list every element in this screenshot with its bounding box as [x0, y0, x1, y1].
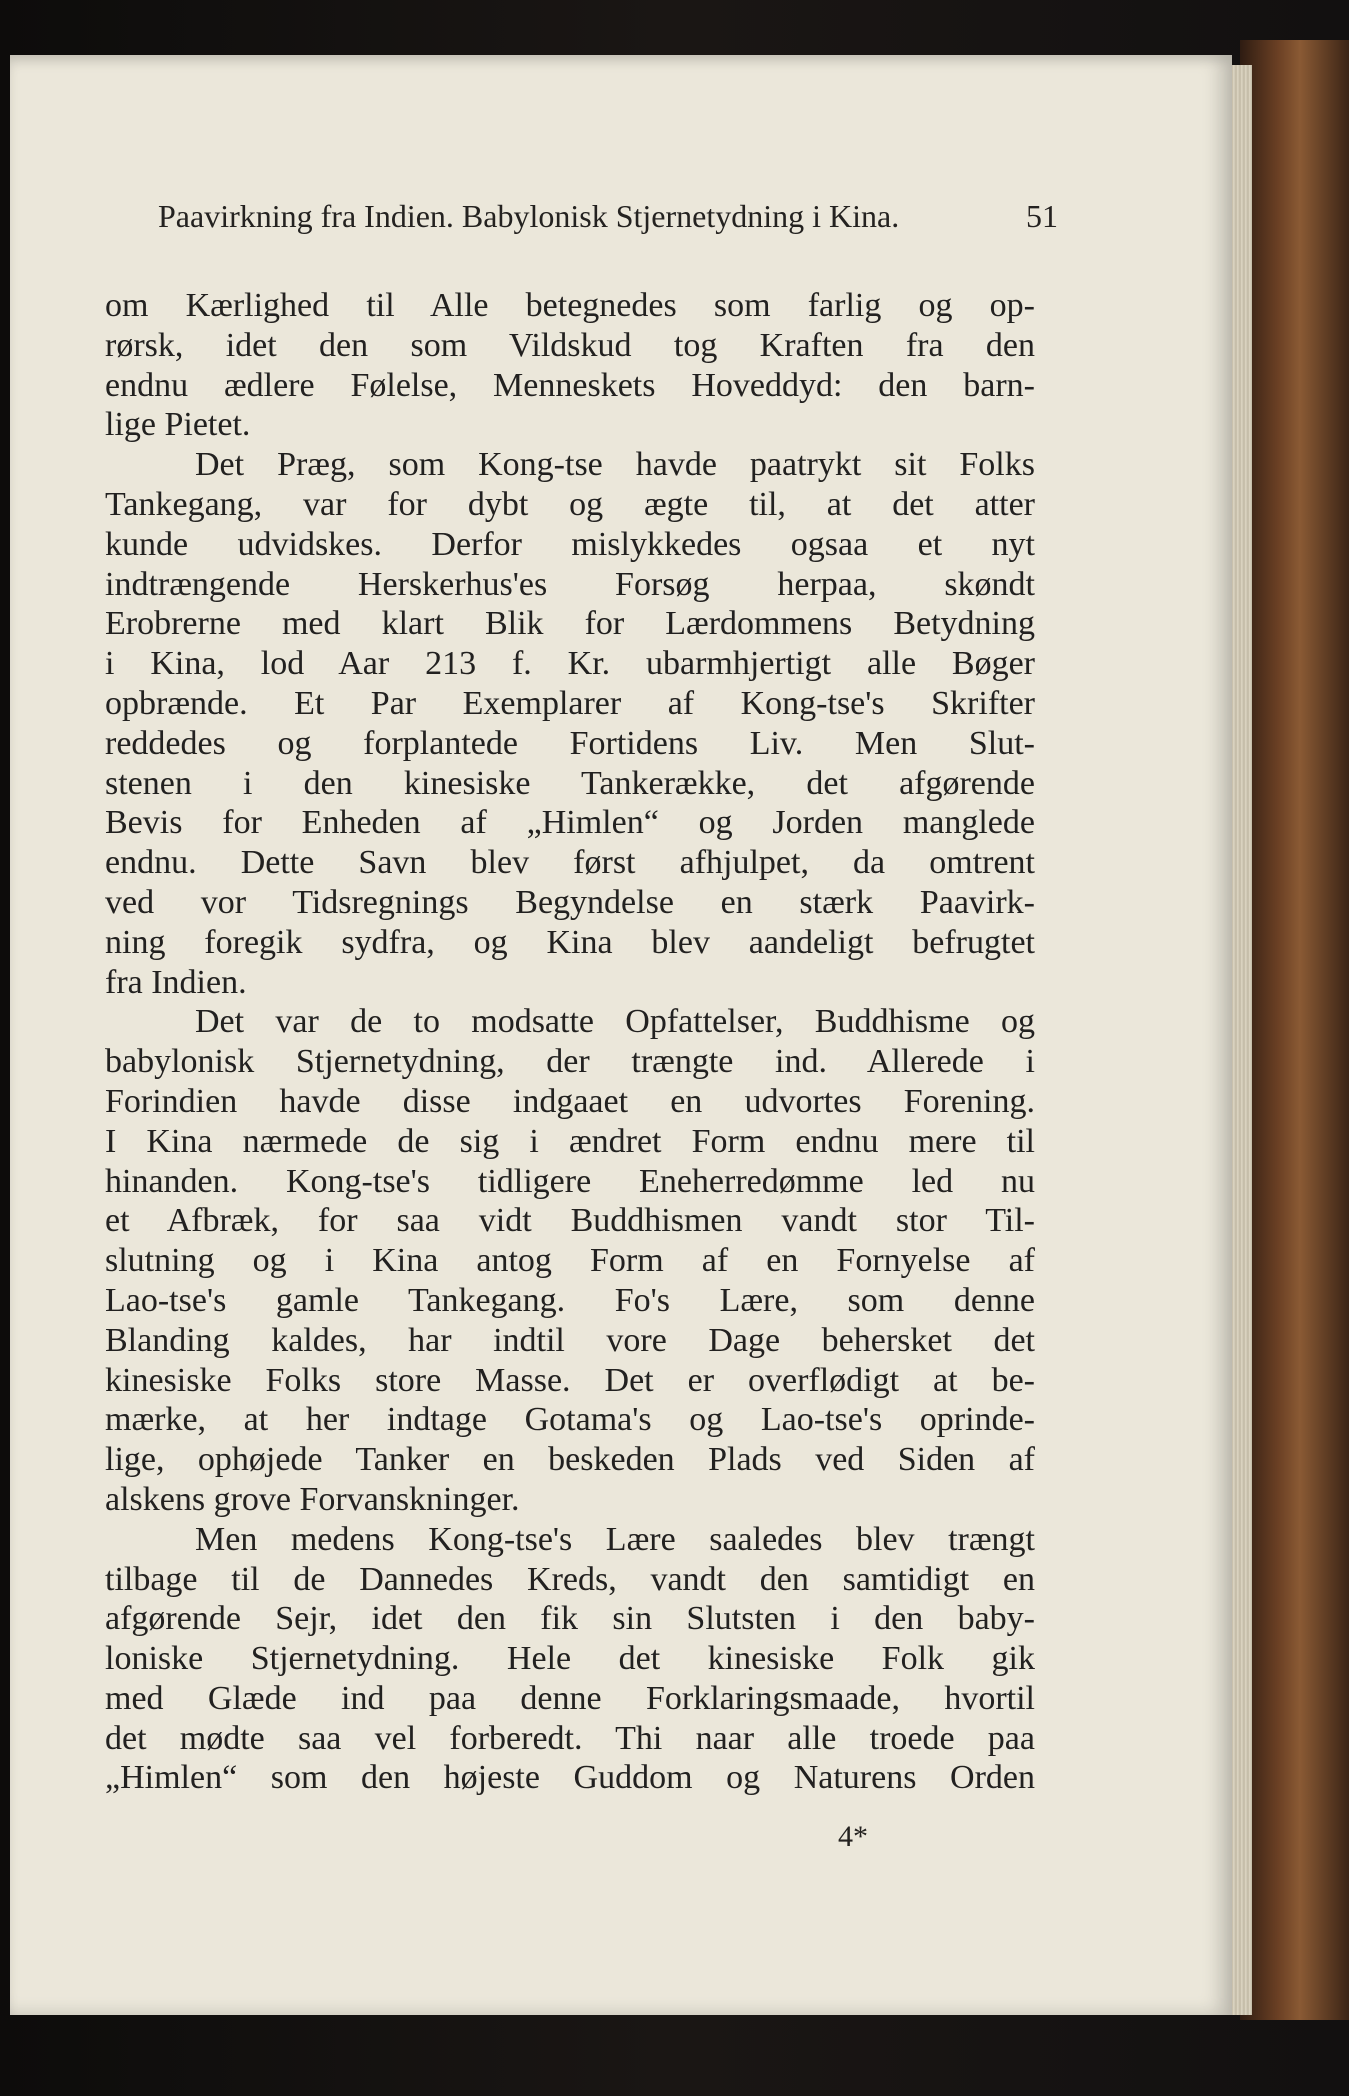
text-line: Det var de to modsatte Opfattelser, Buddhisme og — [195, 1003, 1035, 1041]
text-line: om Kærlighed til Alle betegnedes som farlig og op- — [105, 287, 1035, 324]
signature-mark: 4* — [838, 1820, 868, 1853]
text-line: Forindien havde disse indgaaet en udvortes Forening. — [105, 1082, 1035, 1120]
text-line: loniske Stjernetydning. Hele det kinesiske Folk gik — [105, 1640, 1035, 1678]
text-line: Erobrerne med klart Blik for Lærdommens Betydning — [105, 605, 1035, 643]
text-line: lige, ophøjede Tanker en beskeden Plads ved Siden af — [105, 1441, 1035, 1479]
text-line: rørsk, idet den som Vildskud tog Kraften fra den — [105, 326, 1035, 364]
text-line: i Kina, lod Aar 213 f. Kr. ubarmhjertigt alle Bøger — [105, 645, 1035, 683]
body-text — [105, 286, 1035, 1798]
text-line: afgørende Sejr, idet den fik sin Slutsten i den baby- — [105, 1600, 1035, 1638]
text-line: slutning og i Kina antog Form af en Fornyelse af — [105, 1242, 1035, 1280]
text-line: ning foregik sydfra, og Kina blev aandeligt befrugtet — [105, 923, 1035, 961]
text-line: Det Præg, som Kong-tse havde paatrykt sit Folks — [195, 446, 1035, 484]
text-line: stenen i den kinesiske Tankerække, det afgørende — [105, 764, 1035, 802]
text-line: I Kina nærmede de sig i ændret Form endnu mere til — [105, 1122, 1035, 1160]
running-header — [158, 198, 1058, 242]
text-line: kinesiske Folks store Masse. Det er overflødigt at be- — [105, 1361, 1035, 1399]
text-line: tilbage til de Dannedes Kreds, vandt den samtidigt en — [105, 1560, 1035, 1598]
text-line: ved vor Tidsregnings Begyndelse en stærk Paavirk- — [105, 883, 1035, 921]
page-number: 51 — [1026, 198, 1058, 234]
text-line: „Himlen“ som den højeste Guddom og Naturens Orden — [105, 1759, 1035, 1797]
text-line: mærke, at her indtage Gotama's og Lao-tse's oprinde- — [105, 1401, 1035, 1439]
text-line: et Afbræk, for saa vidt Buddhismen vandt stor Til- — [105, 1202, 1035, 1240]
running-header-title: Paavirkning fra Indien. Babylonisk Stjernetydning i Kina. — [158, 198, 900, 234]
text-line: Lao-tse's gamle Tankegang. Fo's Lære, som denne — [105, 1281, 1035, 1319]
text-line: Bevis for Enheden af „Himlen“ og Jorden manglede — [105, 804, 1035, 842]
text-line: hinanden. Kong-tse's tidligere Eneherredømme led nu — [105, 1162, 1035, 1200]
text-line: endnu ædlere Følelse, Menneskets Hoveddyd: den barn- — [105, 366, 1035, 404]
text-line: det mødte saa vel forberedt. Thi naar alle troede paa — [105, 1719, 1035, 1757]
text-line: lige Pietet. — [105, 406, 251, 444]
text-line: kunde udvidskes. Derfor mislykkedes ogsaa et nyt — [105, 525, 1035, 563]
book-cover-edge — [1240, 40, 1349, 2020]
text-line: babylonisk Stjernetydning, der trængte ind. Allerede i — [105, 1043, 1035, 1081]
text-line: fra Indien. — [105, 963, 247, 1001]
text-line: Blanding kaldes, har indtil vore Dage behersket det — [105, 1321, 1035, 1359]
text-line: opbrænde. Et Par Exemplarer af Kong-tse's Skrifter — [105, 684, 1035, 722]
text-line: indtrængende Herskerhus'es Forsøg herpaa, skøndt — [105, 565, 1035, 603]
text-line: alskens grove Forvanskninger. — [105, 1480, 520, 1518]
text-line: Men medens Kong-tse's Lære saaledes blev trængt — [195, 1520, 1035, 1558]
text-line: reddedes og forplantede Fortidens Liv. Men Slut- — [105, 724, 1035, 762]
text-line: endnu. Dette Savn blev først afhjulpet, da omtrent — [105, 844, 1035, 882]
text-line: med Glæde ind paa denne Forklaringsmaade, hvortil — [105, 1679, 1035, 1717]
text-line: Tankegang, var for dybt og ægte til, at det atter — [105, 485, 1035, 523]
